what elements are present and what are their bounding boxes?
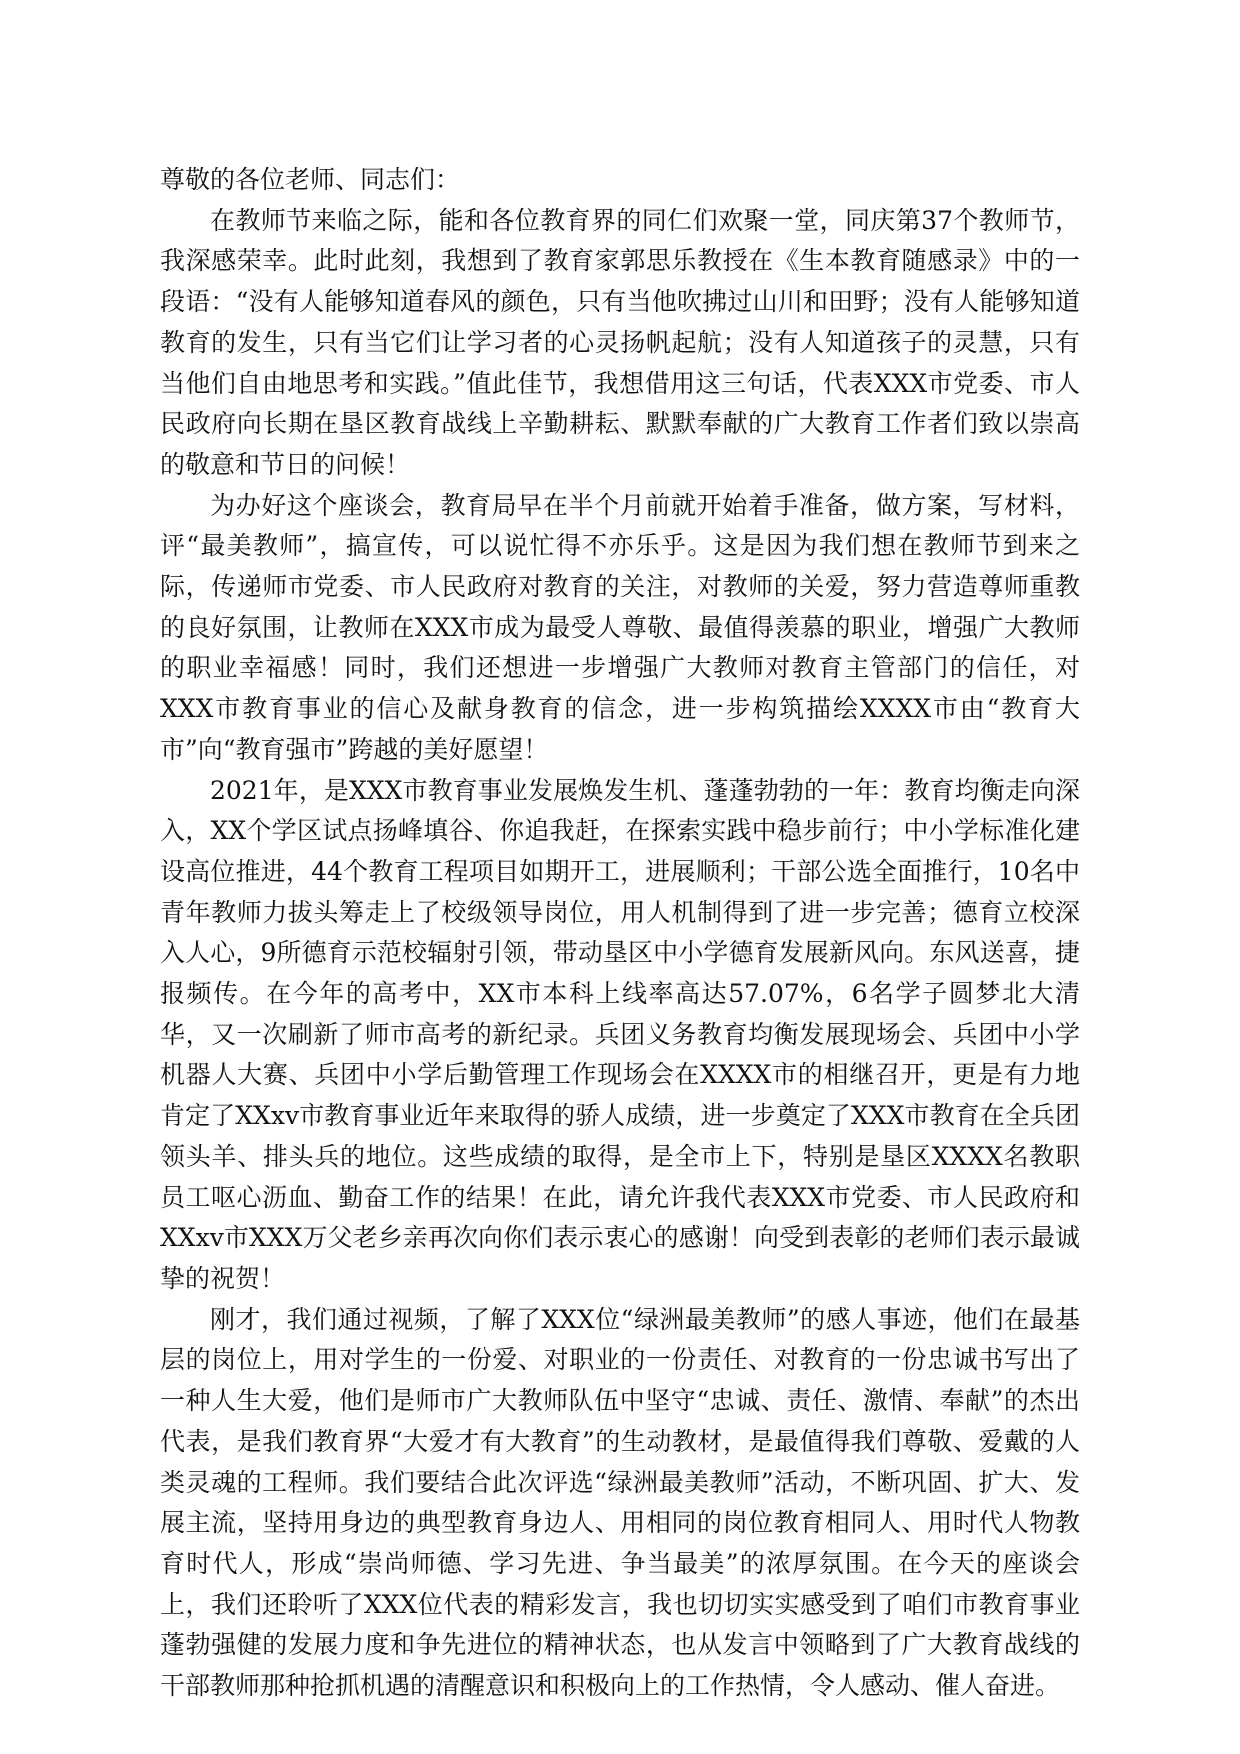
document-body [160, 160, 1080, 1707]
salutation: 尊敬的各位老师、同志们： [160, 165, 461, 194]
paragraph-opening: 在教师节来临之际，能和各位教育界的同仁们欢聚一堂，同庆第37个教师节，我深感荣幸。此时此刻，我想到了教育家郭思乐教授在《生本教育随感录》中的一段语：“没有人能够知道春风的颜色，只有当他吹拂过山川和田野；没有人能够知道教育的发生，只有当它们让学习者的心灵扬帆起航；没有人知道孩子的灵慧，只有当他们自由地思考和实践。”值此佳节，我想借用这三句话，代表XXX市党委、市人民政府向长期在垦区教育战线上辛勤耕耘、默默奉献的广大教育工作者们致以崇高的敬意和节日的问候！ [160, 205, 1080, 479]
paragraph-preparation: 为办好这个座谈会，教育局早在半个月前就开始着手准备，做方案，写材料，评“最美教师”，搞宣传，可以说忙得不亦乐乎。这是因为我们想在教师节到来之际，传递师市党委、市人民政府对教育的关注，对教师的关爱，努力营造尊师重教的良好氛围，让教师在XXX市成为最受人尊敬、最值得羡慕的职业，增强广大教师的职业幸福感！同时，我们还想进一步增强广大教师对教育主管部门的信任，对XXX市教育事业的信心及献身教育的信念，进一步构筑描绘XXXX市由“教育大市”向“教育强市”跨越的美好愿望！ [160, 490, 1080, 764]
paragraph-model-teachers: 刚才，我们通过视频，了解了XXX位“绿洲最美教师”的感人事迹，他们在最基层的岗位上，用对学生的一份爱、对职业的一份责任、对教育的一份忠诚书写出了一种人生大爱，他们是师市广大教师队伍中坚守“忠诚、责任、激情、奉献”的杰出代表，是我们教育界“大爱才有大教育”的生动教材，是最值得我们尊敬、爱戴的人类灵魂的工程师。我们要结合此次评选“绿洲最美教师”活动，不断巩固、扩大、发展主流，坚持用身边的典型教育身边人、用相同的岗位教育相同人、用时代人物教育时代人，形成“崇尚师德、学习先进、争当最美”的浓厚氛围。在今天的座谈会上，我们还聆听了XXX位代表的精彩发言，我也切切实实感受到了咱们市教育事业蓬勃强健的发展力度和争先进位的精神状态，也从发言中领略到了广大教育战线的干部教师那种抢抓机遇的清醒意识和积极向上的工作热情，令人感动、催人奋进。 [160, 1304, 1080, 1701]
paragraph-achievements: 2021年，是XXX市教育事业发展焕发生机、蓬蓬勃勃的一年：教育均衡走向深入，XX个学区试点扬峰填谷、你追我赶，在探索实践中稳步前行；中小学标准化建设高位推进，44个教育工程项目如期开工，进展顺利；干部公选全面推行，10名中青年教师力拔头筹走上了校级领导岗位，用人机制得到了进一步完善；德育立校深入人心，9所德育示范校辐射引领，带动垦区中小学德育发展新风向。东风送喜，捷报频传。在今年的高考中，XX市本科上线率高达57.07%，6名学子圆梦北大清华，又一次刷新了师市高考的新纪录。兵团义务教育均衡发展现场会、兵团中小学机器人大赛、兵团中小学后勤管理工作现场会在XXXX市的相继召开，更是有力地肯定了XXxv市教育事业近年来取得的骄人成绩，进一步奠定了XXX市教育在全兵团领头羊、排头兵的地位。这些成绩的取得，是全市上下，特别是垦区XXXX名教职员工呕心沥血、勤奋工作的结果！在此，请允许我代表XXX市党委、市人民政府和XXxv市XXX万父老乡亲再次向你们表示衷心的感谢！向受到表彰的老师们表示最诚挚的祝贺！ [160, 775, 1080, 1293]
